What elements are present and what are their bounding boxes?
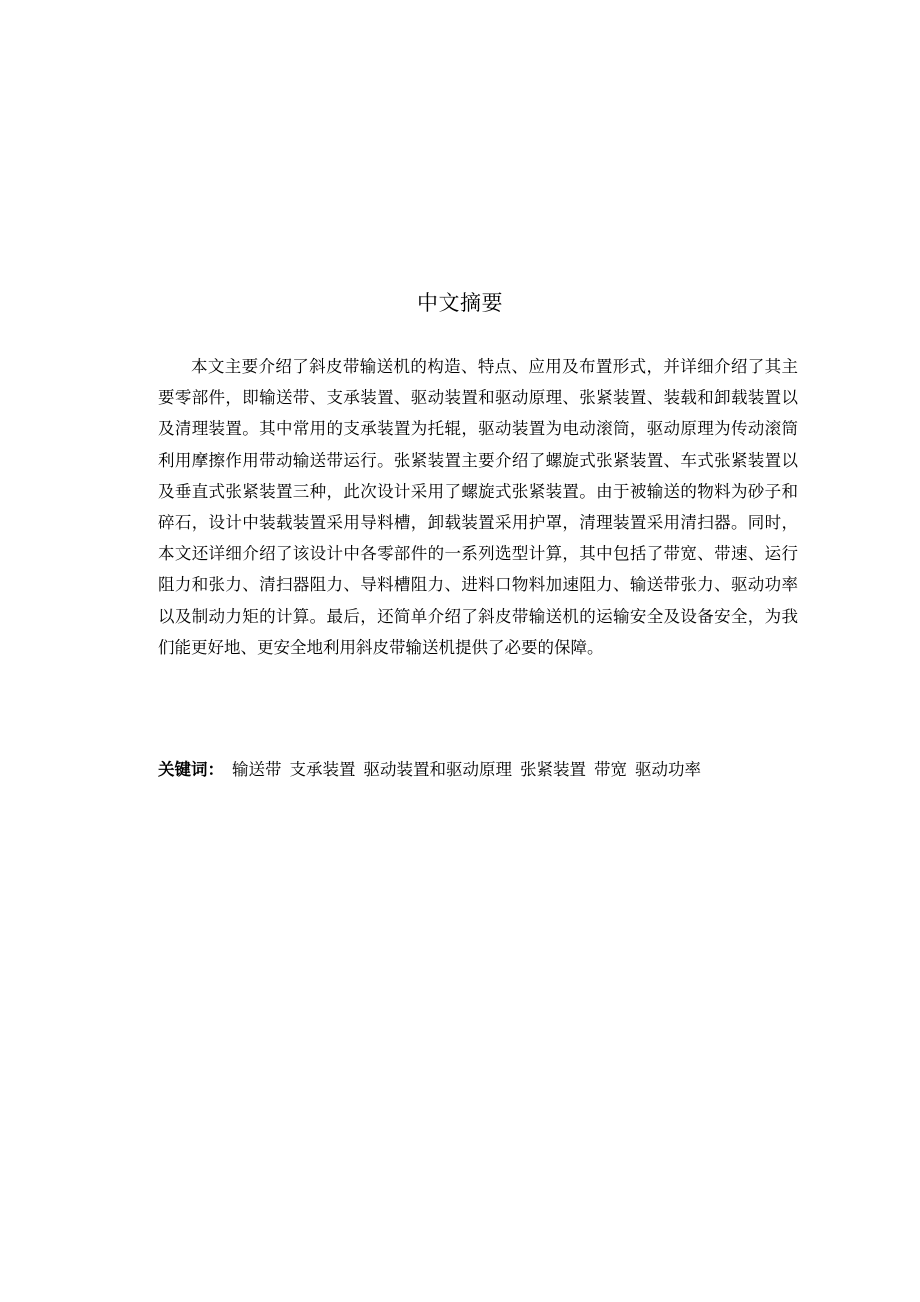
keyword-item: 输送带 — [232, 760, 282, 779]
keyword-item: 带宽 — [594, 760, 627, 779]
keyword-item: 驱动装置和驱动原理 — [363, 760, 512, 779]
keyword-item: 张紧装置 — [520, 760, 586, 779]
page-title: 中文摘要 — [417, 291, 503, 315]
keywords-label: 关键词： — [158, 760, 224, 779]
keywords-line — [158, 757, 798, 783]
keyword-item: 驱动功率 — [635, 760, 701, 779]
abstract-paragraph: 本文主要介绍了斜皮带输送机的构造、特点、应用及布置形式，并详细介绍了其主要零部件，即输送带、支承装置、驱动装置和驱动原理、张紧装置、装载和卸载装置以及清理装置。其中常用的支承装置为托辊，驱动装置为电动滚筒，驱动原理为传动滚筒利用摩擦作用带动输送带运行。张紧装置主要介绍了螺旋式张紧装置、车式张紧装置以及垂直式张紧装置三种，此次设计采用了螺旋式张紧装置。由于被输送的物料为砂子和碎石，设计中装载装置采用导料槽，卸载装置采用护罩，清理装置采用清扫器。同时，本文还详细介绍了该设计中各零部件的一系列选型计算，其中包括了带宽、带速、运行阻力和张力、清扫器阻力、导料槽阻力、进料口物料加速阻力、输送带张力、驱动功率以及制动力矩的计算。最后，还简单介绍了斜皮带输送机的运输安全及设备安全，为我们能更好地、更安全地利用斜皮带输送机提供了必要的保障。 — [158, 357, 798, 657]
keyword-item: 支承装置 — [289, 760, 356, 779]
